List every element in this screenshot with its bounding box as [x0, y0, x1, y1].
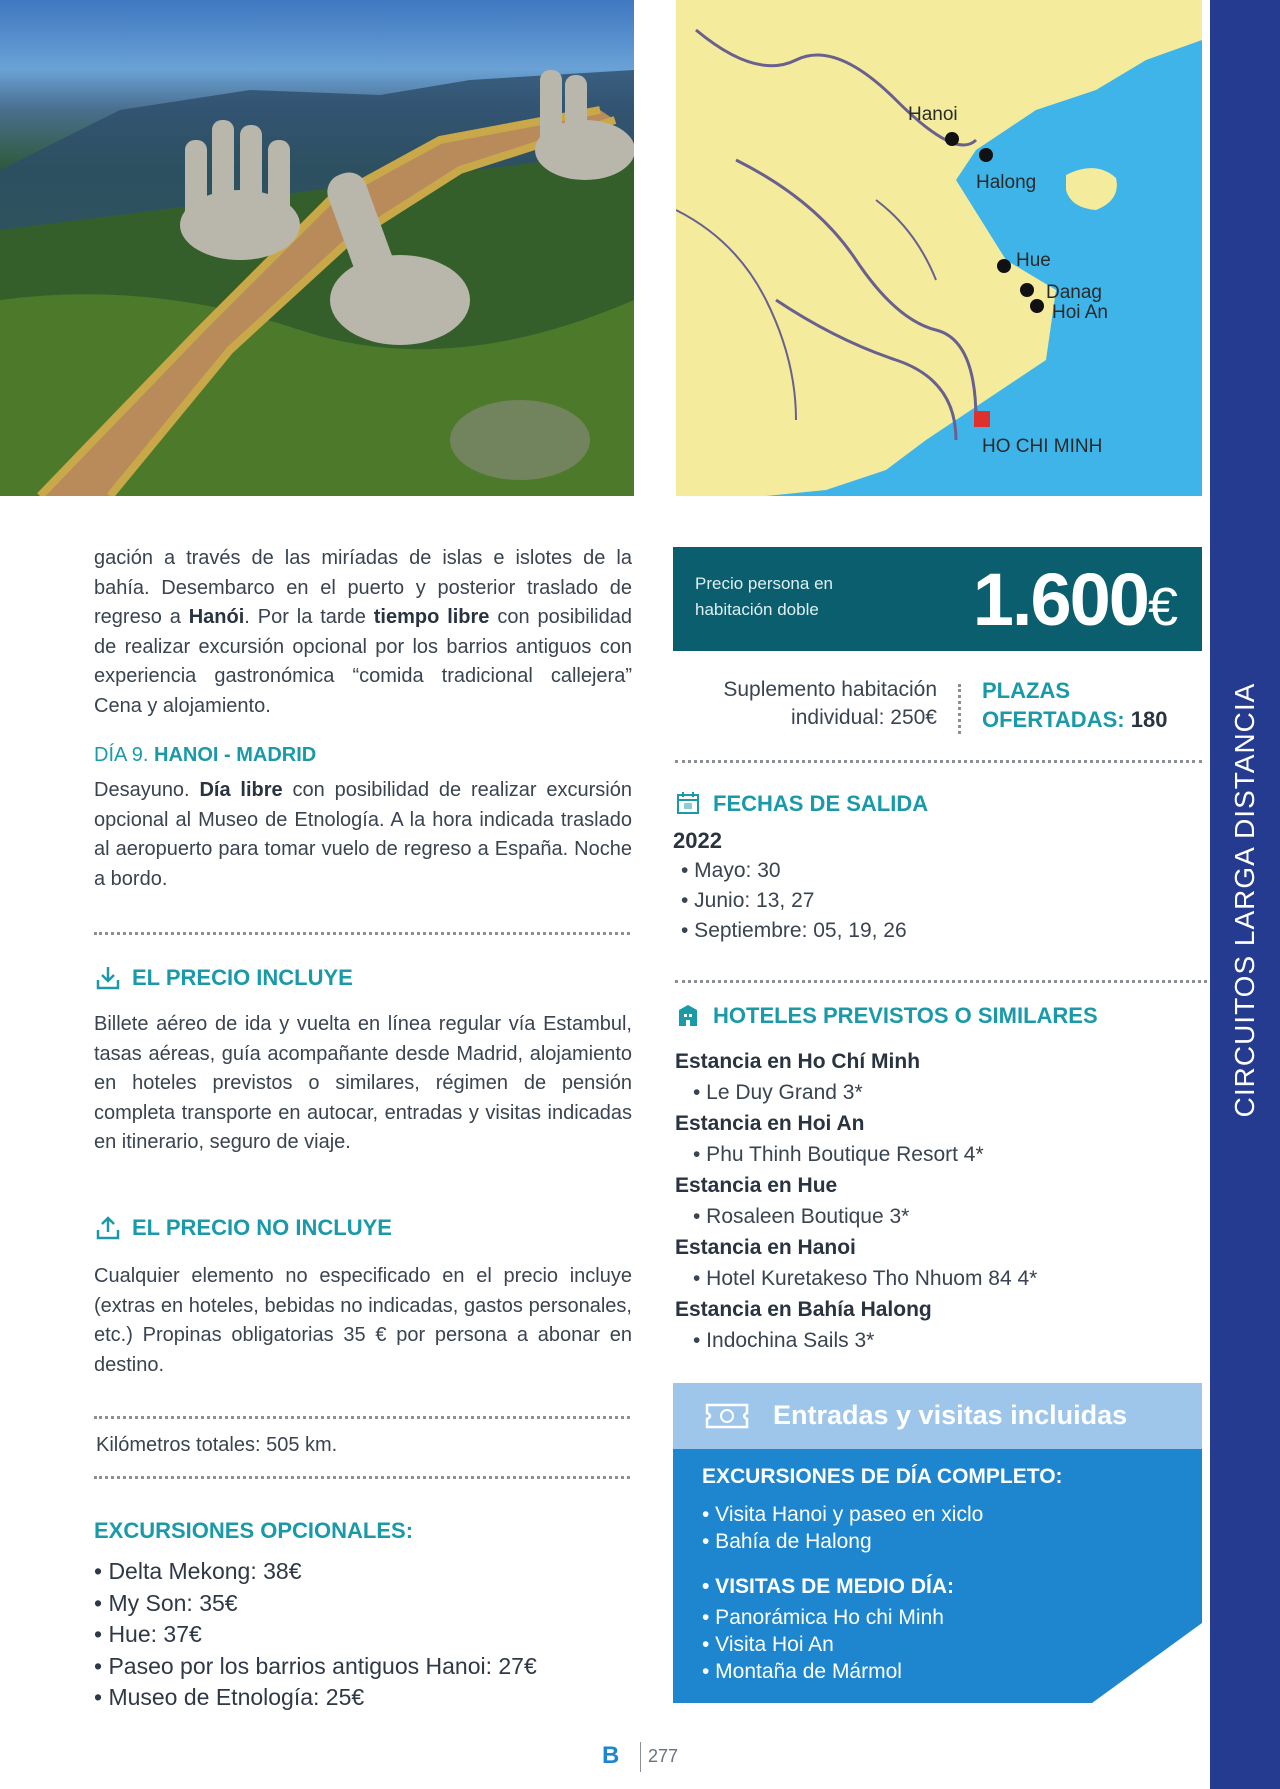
hotel-name: • Hotel Kuretakeso Tho Nhuom 84 4*: [693, 1267, 1038, 1290]
intro-paragraph: [94, 544, 632, 721]
list-item: • Delta Mekong: 38€: [94, 1558, 302, 1584]
list-item: • Septiembre: 05, 19, 26: [681, 919, 907, 942]
hotel-city: Estancia en Ho Chí Minh: [675, 1050, 921, 1073]
entradas-sub2: • VISITAS DE MEDIO DÍA:: [702, 1575, 954, 1598]
corner-cut: [1092, 1623, 1202, 1703]
list-item: • Junio: 13, 27: [681, 889, 815, 912]
day9-text-rest: con posibilidad de realizar excursión opcional al Museo de Etnología. A la hora indicada traslado al aeropuerto para tomar vuelo de regreso a España. Noche a bordo.: [94, 779, 632, 890]
entradas-list1: [702, 1501, 983, 1555]
map-label-hue: Hue: [1016, 250, 1051, 271]
download-icon: [94, 964, 122, 992]
hotel-city: Estancia en Hoi An: [675, 1112, 865, 1135]
divider-5: [675, 980, 1207, 983]
vertical-divider: [958, 684, 961, 734]
ofertadas-label: OFERTADAS:: [982, 707, 1125, 732]
plazas-ofertadas: [982, 676, 1167, 734]
list-item: • Visita Hanoi y paseo en xiclo: [702, 1503, 984, 1526]
hotel-name: • Indochina Sails 3*: [693, 1329, 875, 1352]
price-box: [673, 547, 1202, 651]
excursiones-title: EXCURSIONES OPCIONALES:: [94, 1518, 414, 1543]
route-map: [676, 0, 1202, 496]
side-label: [1210, 0, 1280, 1789]
list-item: • Museo de Etnología: 25€: [94, 1684, 365, 1710]
hoteles-title: [675, 1002, 1098, 1030]
incluye-text: Billete aéreo de ida y vuelta en línea regular vía Estambul, tasas aéreas, guía acompañante desde Madrid, alojamiento en hoteles previstos o similares, régimen de pensión completa transporte en autocar, entradas y visitas indicadas en itinerario, seguro de viaje.: [94, 1013, 632, 1153]
hoteles-list: [675, 1046, 1195, 1356]
map-label-hanoi: Hanoi: [908, 104, 958, 125]
hotel-city: Estancia en Hanoi: [675, 1236, 856, 1259]
price-amount: 1.600: [972, 558, 1148, 641]
list-item: • Visita Hoi An: [702, 1633, 834, 1656]
upload-icon: [94, 1214, 122, 1242]
price-value: [973, 557, 1176, 642]
hotel-name: • Le Duy Grand 3*: [693, 1081, 863, 1104]
plazas-label: PLAZAS: [982, 678, 1070, 703]
day9-title: [94, 744, 316, 767]
divider-3: [94, 1476, 630, 1479]
no-incluye-title-text: EL PRECIO NO INCLUYE: [132, 1215, 392, 1240]
entradas-sub1: EXCURSIONES DE DÍA COMPLETO:: [702, 1465, 1063, 1488]
intro-bold-tiempo: tiempo libre: [373, 606, 490, 628]
list-item: • Montaña de Mármol: [702, 1660, 902, 1683]
side-label-text: CIRCUITOS LARGA DISTANCIA: [1229, 682, 1260, 1118]
map-label-danag: Danag: [1046, 282, 1102, 303]
fechas-title: [675, 790, 928, 818]
fechas-list: [681, 856, 907, 946]
map-label-halong: Halong: [976, 172, 1037, 193]
list-item: • Hue: 37€: [94, 1621, 202, 1647]
intro-text-2: . Por la tarde: [244, 606, 374, 628]
entradas-body: [673, 1449, 1202, 1703]
list-item: • Mayo: 30: [681, 859, 781, 882]
price-currency: €: [1147, 577, 1176, 637]
intro-bold-hanoi: Hanói: [188, 606, 245, 628]
ticket-icon: [703, 1395, 751, 1442]
day9-number: DÍA 9.: [94, 744, 149, 766]
fechas-year: 2022: [673, 828, 722, 853]
brand-logo: B: [602, 1742, 620, 1769]
price-label: Precio persona en habitación doble: [695, 574, 833, 619]
list-item: • Paseo por los barrios antiguos Hanoi: 27€: [94, 1652, 537, 1679]
divider-1: [94, 932, 630, 935]
map-label-hoi-an: Hoi An: [1052, 302, 1108, 323]
list-item: • Bahía de Halong: [702, 1530, 872, 1553]
no-incluye-title: [94, 1214, 392, 1242]
no-incluye-text: Cualquier elemento no especificado en el precio incluye (extras en hoteles, bebidas no indicadas, gastos personales, etc.) Propinas obligatorias 35 € por persona a abonar en destino.: [94, 1265, 632, 1376]
list-item: • My Son: 35€: [94, 1589, 238, 1616]
hotel-icon: [675, 1002, 703, 1030]
page-number: 277: [648, 1746, 679, 1766]
hotel-city: Estancia en Bahía Halong: [675, 1298, 932, 1321]
intro-text-3: con posibilidad de realizar excursión opcional por los barrios antiguos con experiencia gastronómica “comida tradicional callejera” Cena y alojamiento.: [94, 606, 632, 717]
hotel-name: • Phu Thinh Boutique Resort 4*: [693, 1143, 984, 1166]
hoteles-title-text: HOTELES PREVISTOS O SIMILARES: [713, 1003, 1098, 1028]
intro-text-1: gación a través de las miríadas de islas e islotes de la bahía. Desembarco en el puerto y posterior traslado de regreso a: [94, 547, 632, 628]
incluye-title-text: EL PRECIO INCLUYE: [132, 965, 353, 990]
incluye-title: [94, 964, 353, 992]
entradas-title: Entradas y visitas incluidas: [773, 1400, 1128, 1430]
divider-2: [94, 1416, 630, 1419]
day9-text-start: Desayuno.: [94, 779, 200, 801]
hotel-name: • Rosaleen Boutique 3*: [693, 1205, 910, 1228]
entradas-header: [673, 1383, 1202, 1449]
list-item: • Panorámica Ho chi Minh: [702, 1606, 944, 1629]
km-total: Kilómetros totales: 505 km.: [96, 1434, 338, 1456]
map-label-ho-chi-minh: HO CHI MINH: [982, 436, 1103, 457]
golden-bridge-photo: [0, 0, 634, 496]
fechas-title-text: FECHAS DE SALIDA: [713, 791, 929, 816]
suplemento-text: Suplemento habitación individual: 250€: [723, 678, 937, 729]
day9-bold: Día libre: [199, 779, 283, 801]
entradas-list2: [702, 1604, 944, 1685]
footer-separator: [640, 1742, 641, 1772]
hotel-city: Estancia en Hue: [675, 1174, 838, 1197]
day9-route: HANOI - MADRID: [154, 744, 317, 766]
excursiones-list: [94, 1556, 537, 1714]
divider-4: [675, 760, 1202, 763]
calendar-icon: [675, 790, 703, 818]
plazas-number: 180: [1130, 707, 1168, 732]
day9-paragraph: [94, 776, 632, 894]
